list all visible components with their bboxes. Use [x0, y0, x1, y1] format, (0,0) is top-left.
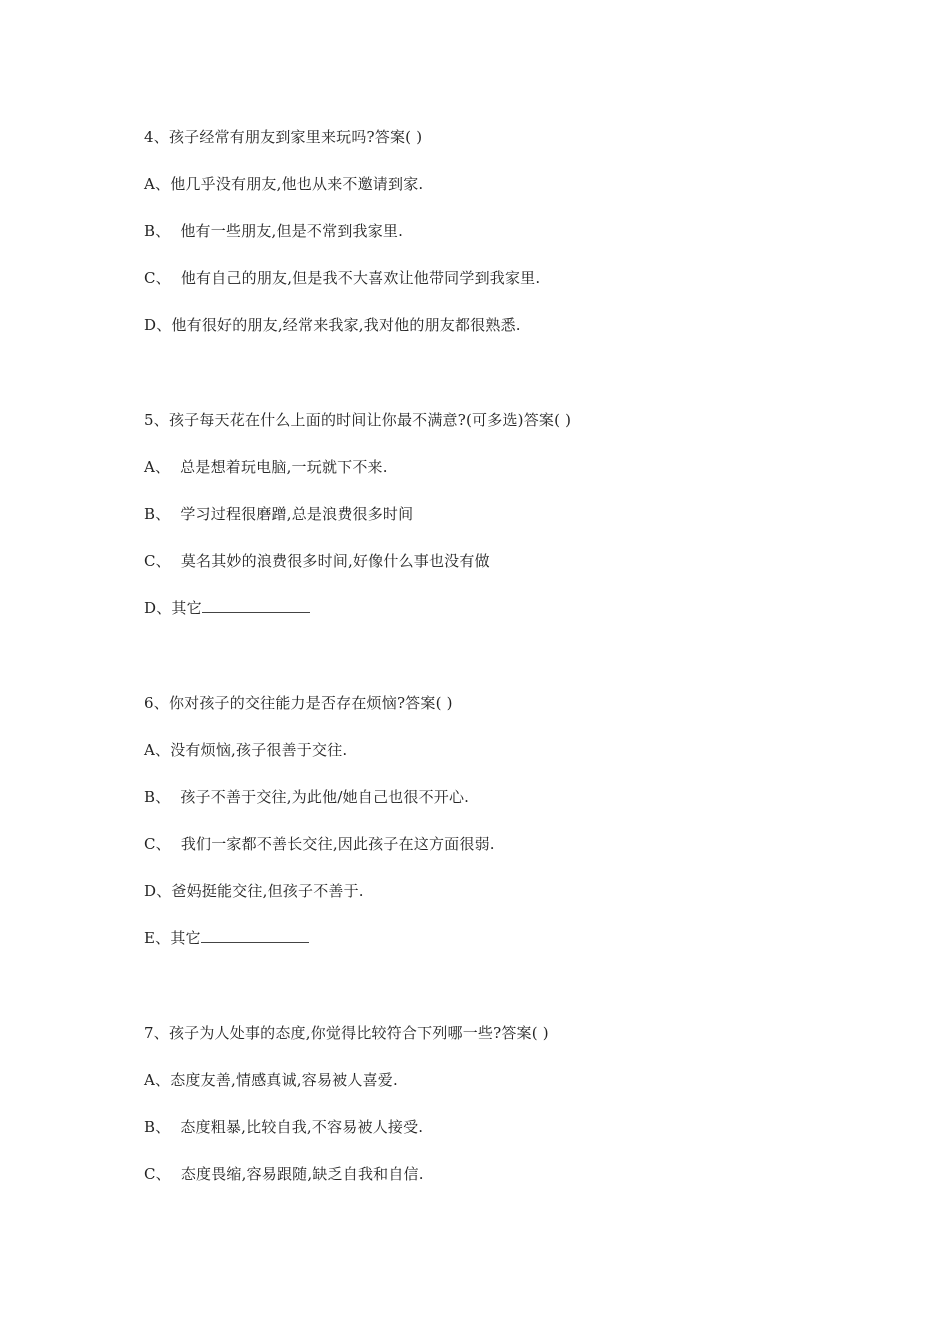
question-6-prompt: 6、你对孩子的交往能力是否存在烦恼?答案( ) — [144, 694, 453, 712]
question-7-option-b: B、 态度粗暴,比较自我,不容易被人接受. — [144, 1118, 424, 1136]
question-5-option-d-row — [144, 598, 310, 618]
question-5-prompt: 5、孩子每天花在什么上面的时间让你最不满意?(可多选)答案( ) — [144, 411, 572, 429]
question-7-option-c: C、 态度畏缩,容易跟随,缺乏自我和自信. — [144, 1165, 424, 1183]
question-7-option-a: A、态度友善,情感真诚,容易被人喜爱. — [144, 1071, 398, 1089]
question-6-option-c: C、 我们一家都不善长交往,因此孩子在这方面很弱. — [144, 835, 495, 853]
question-4-option-d: D、他有很好的朋友,经常来我家,我对他的朋友都很熟悉. — [144, 316, 521, 334]
question-6-option-d: D、爸妈挺能交往,但孩子不善于. — [144, 882, 364, 900]
question-5-option-b: B、 学习过程很磨蹭,总是浪费很多时间 — [144, 505, 414, 523]
question-6-option-e: E、其它 — [144, 929, 201, 947]
question-4-option-a: A、他几乎没有朋友,他也从来不邀请到家. — [144, 175, 424, 193]
question-4-option-b: B、 他有一些朋友,但是不常到我家里. — [144, 222, 404, 240]
question-4-option-c: C、 他有自己的朋友,但是我不大喜欢让他带同学到我家里. — [144, 269, 541, 287]
question-7-prompt: 7、孩子为人处事的态度,你觉得比较符合下列哪一些?答案( ) — [144, 1024, 549, 1042]
question-5-option-c: C、 莫名其妙的浪费很多时间,好像什么事也没有做 — [144, 552, 490, 570]
question-5-option-d: D、其它 — [144, 599, 202, 617]
question-6-option-e-row — [144, 928, 309, 948]
question-4-prompt: 4、孩子经常有朋友到家里来玩吗?答案( ) — [144, 128, 423, 146]
question-6-option-b: B、 孩子不善于交往,为此他/她自己也很不开心. — [144, 788, 470, 806]
question-6-option-a: A、没有烦恼,孩子很善于交往. — [144, 741, 348, 759]
fill-in-blank-line — [201, 928, 309, 943]
question-5-option-a: A、 总是想着玩电脑,一玩就下不来. — [144, 458, 388, 476]
fill-in-blank-line — [202, 598, 310, 613]
